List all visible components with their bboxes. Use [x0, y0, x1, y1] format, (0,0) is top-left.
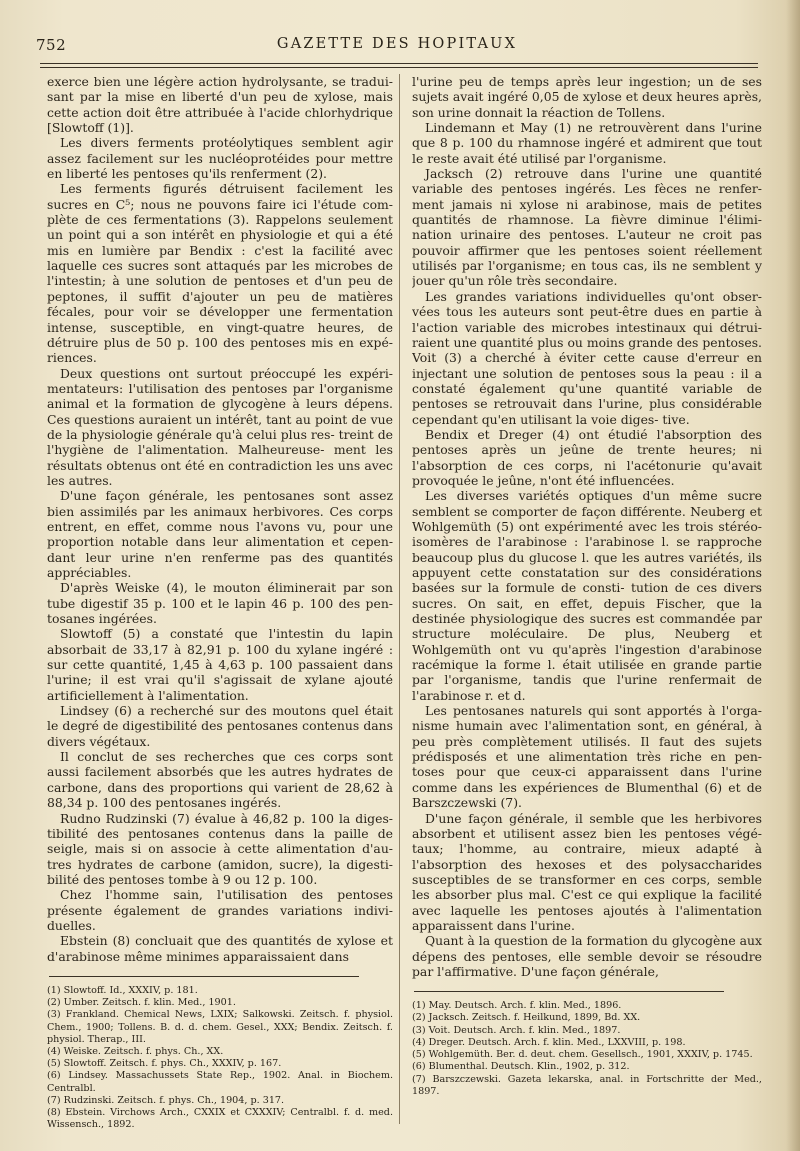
footnote-rule — [49, 976, 359, 977]
paragraph: Rudno Rudzinski (7) évalue à 46,82 p. 100 la diges- tibilité des pentosanes contenus dans la paille de seigle, mais si on associe à cette alimentation d'au- tres hydrates de carbone (amidon, sucre), la digesti- bilité des pentoses tombe à 9 ou 12 p. 100. — [47, 810, 393, 887]
paragraph: D'une façon générale, les pentosanes sont assez bien assimilés par les animaux herbivores. Ces corps entrent, en effet, comme nous l'avons vu, pour une proportion notable dans leur alimentation et cepen- dant leur urine n'en renferme pas des quantités appréciables. — [47, 488, 393, 580]
paragraph: D'une façon générale, il semble que les herbivores absorbent et utilisent assez bien les pentoses végé- taux; l'homme, au contraire, mieux adapté à l'absorption des hexoses et des polysaccharides susceptibles de se transformer en ces corps, semble les absorber plus mal. C'est ce qui explique la facilité avec laquelle les pentoses ajoutés à l'alimentation apparaissent dans l'urine. — [412, 810, 762, 933]
page-number: 752 — [36, 36, 67, 54]
paragraph: Chez l'homme sain, l'utilisation des pentoses présente également de grandes variations indivi- duelles. — [47, 887, 393, 933]
footnote: (6) Blumenthal. Deutsch. Klin., 1902, p. 312. — [412, 1061, 630, 1073]
header-rule-thick — [40, 63, 758, 64]
right-column — [412, 74, 762, 1134]
paragraph: l'urine peu de temps après leur ingestion; un de ses sujets avait ingéré 0,05 de xylose et deux heures après, son urine donnait la réaction de Tollens. — [412, 74, 762, 120]
paragraph: Lindsey (6) a recherché sur des moutons quel était le degré de digestibilité des pentosanes contenus dans divers végétaux. — [47, 703, 393, 749]
page-edge-shadow — [786, 0, 800, 1151]
footnote: (5) Wohlgemüth. Ber. d. deut. chem. Gesellsch., 1901, XXXIV, p. 1745. — [412, 1049, 753, 1061]
paragraph: Jacksch (2) retrouve dans l'urine une quantité variable des pentoses ingérés. Les fèces ne renfer- ment jamais ni xylose ni arabinose, mais de petites quantités de rhamnose. La fièvre diminue l'élimi- nation urinaire des pentoses. L'auteur ne croit pas pouvoir affirmer que les pentoses soient réellement utilisés par l'organisme; en tous cas, ils ne semblent y jouer qu'un rôle très secondaire. — [412, 166, 762, 289]
footnote: (7) Rudzinski. Zeitsch. f. phys. Ch., 1904, p. 317. — [47, 1094, 285, 1106]
footnotes — [47, 985, 393, 1131]
footnote: (3) Voit. Deutsch. Arch. f. klin. Med., 1897. — [412, 1024, 621, 1036]
paragraph: Slowtoff (5) a constaté que l'intestin du lapin absorbait de 33,17 à 82,91 p. 100 du xylane ingéré : sur cette quantité, 1,45 à 4,63 p. 100 passaient dans l'urine; il est vrai qu'il s'agissait de xylane ajouté artificiellement à l'alimentation. — [47, 626, 393, 703]
paragraph: Les grandes variations individuelles qu'ont obser- vées tous les auteurs sont peut-être dues en partie à l'action variable des microbes intestinaux qui détrui- raient une quantité plus ou moins grande des pentoses. Voit (3) a cherché à éviter cette cause d'erreur en injectant une solution de pentoses sous la peau : il a constaté également qu'une quantité variable de pentoses se retrouvait dans l'urine, plus considérable cependant qu'en utilisant la voie diges- tive. — [412, 288, 762, 427]
paragraph: Quant à la question de la formation du glycogène aux dépens des pentoses, elle semble devoir se résoudre par l'affirmative. D'une façon générale, — [412, 933, 762, 979]
footnote: (2) Jacksch. Zeitsch. f. Heilkund, 1899, Bd. XX. — [412, 1012, 641, 1024]
footnote: (6) Lindsey. Massachussets State Rep., 1902. Anal. in Biochem. Centralbl. — [47, 1070, 393, 1094]
footnote: (1) May. Deutsch. Arch. f. klin. Med., 1896. — [412, 1000, 622, 1012]
journal-title: GAZETTE DES HOPITAUX — [276, 36, 518, 52]
paragraph: Ebstein (8) concluait que des quantités de xylose et d'arabinose même minimes apparaissaient dans — [47, 933, 393, 964]
paragraph: Il conclut de ses recherches que ces corps sont aussi facilement absorbés que les autres hydrates de carbone, dans des proportions qui varient de 28,62 à 88,34 p. 100 des pentosanes ingérés. — [47, 749, 393, 811]
paragraph: exerce bien une légère action hydrolysante, se tradui- sant par la mise en liberté d'un peu de xylose, mais cette action doit être attribuée à l'acide chlorhydrique [Slowtoff (1)]. — [47, 74, 393, 136]
footnote: (4) Dreger. Deutsch. Arch. f. klin. Med., LXXVIII, p. 198. — [412, 1036, 686, 1048]
paragraph: Lindemann et May (1) ne retrouvèrent dans l'urine que 8 p. 100 du rhamnose ingéré et admirent que tout le reste avait été utilisé par l'organisme. — [412, 120, 762, 166]
footnote: (8) Ebstein. Virchows Arch., CXXIX et CXXXIV; Centralbl. f. d. med. Wissensch., 1892. — [47, 1106, 393, 1131]
header-rule-thin — [40, 67, 758, 68]
footnotes — [412, 1000, 762, 1098]
paragraph: Deux questions ont surtout préoccupé les expéri- mentateurs: l'utilisation des pentoses par l'organisme animal et la formation de glycogène à leurs dépens. Ces questions auraient un intérêt, tant au point de vue de la physiologie générale qu'à celui plus res- treint de l'hygiène de l'alimentation. Malheureuse- ment les résultats obtenus ont été en contradiction les uns avec les autres. — [47, 365, 393, 488]
footnote: (2) Umber. Zeitsch. f. klin. Med., 1901. — [47, 997, 236, 1009]
footnote: (1) Slowtoff. Id., XXXIV, p. 181. — [47, 984, 198, 996]
paragraph: Les divers ferments protéolytiques semblent agir assez facilement sur les nucléoprotéides pour mettre en liberté les pentoses qu'ils renferment (2). — [47, 135, 393, 182]
page-header — [36, 36, 758, 58]
paragraph: Bendix et Dreger (4) ont étudié l'absorption des pentoses après un jeûne de trente heures; ni l'absorption de ces corps, ni l'acétonurie qu'avait provoquée le jeûne, n'ont été influencées. — [412, 426, 762, 488]
footnote: (5) Slowtoff. Zeitsch. f. phys. Ch., XXXIV, p. 167. — [47, 1058, 282, 1070]
footnote: (7) Barszczewski. Gazeta lekarska, anal. in Fortschritte der Med., 1897. — [412, 1073, 762, 1097]
paragraph: Les diverses variétés optiques d'un même sucre semblent se comporter de façon différente. Neuberg et Wohlgemüth (5) ont expérimenté avec les trois stéréo-isomères de l'arabinose : l'arabinose l. se rapproche beaucoup plus du glucose l. que les autres variétés, ils appuyent cette constatation sur des considérations basées sur la formule de consti- tution de ces divers sucres. On sait, en effet, depuis Fischer, que la destinée physiologique des sucres est commandée par structure moléculaire. De plus, Neuberg et Wohlgemüth ont vu qu'après l'ingestion d'arabinose racémique la forme l. était utilisée en grande partie par l'organisme, tandis que l'urine renfermait de l'arabinose r. et d. — [412, 488, 762, 703]
paragraph: D'après Weiske (4), le mouton éliminerait par son tube digestif 35 p. 100 et le lapin 46 p. 100 des pen- tosanes ingérées. — [47, 580, 393, 627]
footnote: (4) Weiske. Zeitsch. f. phys. Ch., XX. — [47, 1045, 224, 1057]
paragraph: Les pentosanes naturels qui sont apportés à l'orga- nisme humain avec l'alimentation sont, en général, à peu près complètement utilisés. Il faut des sujets prédisposés et une alimentation très riche en pen- toses pour que ceux-ci apparaissent dans l'urine comme dans les expériences de Blumenthal (6) et de Barszczewski (7). — [412, 703, 762, 811]
left-column — [47, 74, 393, 1134]
column-separator — [399, 74, 400, 1124]
paragraph: Les ferments figurés détruisent facilement les sucres en C⁵; nous ne pouvons faire ici l'étude com- plète de ces fermentations (3). Rappelons seulement un point qui a son intérêt en physiologie et qui a été mis en lumière par Bendix : c'est la facilité avec laquelle ces sucres sont attaqués par les microbes de l'intestin; à une solution de pentoses et d'un peu de peptones, il suffit d'ajouter un peu de matières fécales, pour voir se développer une fermentation intense, susceptible, en vingt-quatre heures, de détruire plus de 50 p. 100 des pentoses mis en expé- riences. — [47, 181, 393, 366]
footnote-rule — [414, 991, 724, 992]
footnote: (3) Frankland. Chemical News, LXIX; Salkowski. Zeitsch. f. physiol. Chem., 1900; Tollens. B. d. d. chem. Gesel., XXX; Bendix. Zeitsch. f. physiol. Therap., III. — [47, 1009, 393, 1045]
